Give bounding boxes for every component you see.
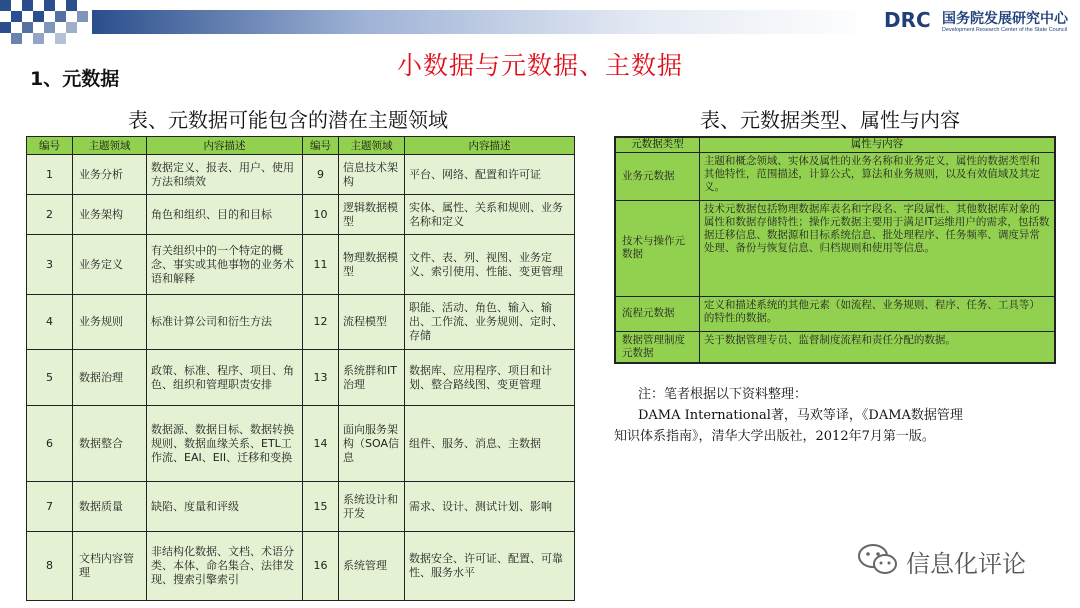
- subject-areas-table: [26, 136, 575, 601]
- cell-desc: 数据安全、许可证、配置、可靠性、服务水平: [405, 532, 575, 601]
- cell-type: 流程元数据: [615, 296, 699, 332]
- cell-desc: 政策、标准、程序、项目、角色、组织和管理职责安排: [147, 350, 303, 406]
- cell-desc: 数据库、应用程序、项目和计划、整合路线图、变更管理: [405, 350, 575, 406]
- drc-logo-mark: DRC: [884, 8, 931, 32]
- col-header: 主题领域: [73, 137, 147, 155]
- table-header-row: [615, 137, 1055, 152]
- col-header: 内容描述: [147, 137, 303, 155]
- cell-number: 2: [27, 195, 73, 235]
- cell-desc: 关于数据管理专员、监督制度流程和责任分配的数据。: [699, 332, 1055, 363]
- cell-desc: 数据源、数据目标、数据转换规则、数据血缘关系、ETL工作流、EAI、EII、迁移和变换: [147, 406, 303, 482]
- table-header-row: [27, 137, 575, 155]
- cell-desc: 主题和概念领域、实体及属性的业务名称和业务定义，属性的数据类型和其他特性，范围描述，计算公式，算法和业务规则，以及有效值域及其定义。: [699, 152, 1055, 200]
- cell-number: 14: [303, 406, 339, 482]
- cell-desc: 角色和组织、目的和目标: [147, 195, 303, 235]
- cell-area: 业务架构: [73, 195, 147, 235]
- table-row: [27, 155, 575, 195]
- cell-desc: 实体、属性、关系和规则、业务名称和定义: [405, 195, 575, 235]
- cell-area: 系统设计和开发: [339, 482, 405, 532]
- cell-desc: 技术元数据包括物理数据库表名和字段名、字段属性、其他数据库对象的属性和数据存储特性；操作元数据主要用于满足IT运维用户的需求，包括数据迁移信息、数据源和目标系统信息、批处理程序、任务频率、调度异常处理、备份与恢复信息、归档规则和使用等信息。: [699, 200, 1055, 296]
- col-header: 主题领域: [339, 137, 405, 155]
- cell-desc: 需求、设计、测试计划、影响: [405, 482, 575, 532]
- table-row: [615, 296, 1055, 332]
- note-line: DAMA International著，马欢等译，《DAMA数据管理: [638, 408, 963, 423]
- cell-number: 13: [303, 350, 339, 406]
- cell-type: 技术与操作元数据: [615, 200, 699, 296]
- left-table-caption: 表、元数据可能包含的潜在主题领域: [128, 108, 448, 132]
- header-gradient-bar: [92, 10, 872, 34]
- table-row: [27, 195, 575, 235]
- col-header: 属性与内容: [699, 137, 1055, 152]
- checker-pattern: [0, 0, 92, 46]
- table-row: [27, 532, 575, 601]
- cell-desc: 有关组织中的一个特定的概念、事实或其他事物的业务术语和解释: [147, 235, 303, 295]
- top-band: [0, 0, 1080, 44]
- cell-desc: 文件、表、列、视图、业务定义、索引使用、性能、变更管理: [405, 235, 575, 295]
- cell-number: 1: [27, 155, 73, 195]
- table-row: [27, 482, 575, 532]
- cell-area: 物理数据模型: [339, 235, 405, 295]
- cell-desc: 缺陷、度量和评级: [147, 482, 303, 532]
- wechat-icon: [856, 542, 900, 576]
- table-row: [615, 152, 1055, 200]
- cell-area: 数据整合: [73, 406, 147, 482]
- cell-number: 7: [27, 482, 73, 532]
- cell-desc: 标准计算公司和衍生方法: [147, 295, 303, 350]
- cell-type: 数据管理制度元数据: [615, 332, 699, 363]
- note-line: 知识体系指南》，清华大学出版社，2012年7月第一版。: [614, 429, 935, 444]
- cell-number: 15: [303, 482, 339, 532]
- cell-area: 数据质量: [73, 482, 147, 532]
- cell-desc: 非结构化数据、文档、术语分类、本体、命名集合、法律发现、搜索引擎索引: [147, 532, 303, 601]
- col-header: 编号: [303, 137, 339, 155]
- drc-logo-cn: 国务院发展研究中心: [942, 11, 1068, 27]
- cell-area: 数据治理: [73, 350, 147, 406]
- table-row: [27, 350, 575, 406]
- table-row: [27, 235, 575, 295]
- cell-number: 4: [27, 295, 73, 350]
- cell-area: 系统群和IT治理: [339, 350, 405, 406]
- watermark-text: 信息化评论: [906, 550, 1026, 578]
- col-header: 内容描述: [405, 137, 575, 155]
- cell-desc: 平台、网络、配置和许可证: [405, 155, 575, 195]
- col-header: 元数据类型: [615, 137, 699, 152]
- cell-desc: 职能、活动、角色、输入、输出、工作流、业务规则、定时、存储: [405, 295, 575, 350]
- table-row: [615, 332, 1055, 363]
- cell-area: 流程模型: [339, 295, 405, 350]
- table-row: [27, 295, 575, 350]
- cell-area: 系统管理: [339, 532, 405, 601]
- watermark: [856, 540, 1056, 580]
- cell-area: 信息技术架构: [339, 155, 405, 195]
- cell-number: 9: [303, 155, 339, 195]
- cell-number: 11: [303, 235, 339, 295]
- cell-number: 10: [303, 195, 339, 235]
- cell-area: 业务规则: [73, 295, 147, 350]
- cell-desc: 定义和描述系统的其他元素（如流程、业务规则、程序、任务、工具等）的特性的数据。: [699, 296, 1055, 332]
- note-line: 注：笔者根据以下资料整理：: [638, 387, 808, 402]
- drc-logo: [884, 8, 1074, 38]
- cell-number: 12: [303, 295, 339, 350]
- cell-number: 3: [27, 235, 73, 295]
- cell-desc: 组件、服务、消息、主数据: [405, 406, 575, 482]
- cell-desc: 数据定义、报表、用户、使用方法和绩效: [147, 155, 303, 195]
- section-heading: 1、元数据: [30, 68, 120, 90]
- col-header: 编号: [27, 137, 73, 155]
- cell-number: 6: [27, 406, 73, 482]
- cell-area: 业务定义: [73, 235, 147, 295]
- metadata-types-table: [614, 136, 1056, 364]
- cell-area: 逻辑数据模型: [339, 195, 405, 235]
- cell-number: 5: [27, 350, 73, 406]
- table-row: [615, 200, 1055, 296]
- drc-logo-en: Development Research Center of the State Council: [942, 27, 1068, 33]
- right-table-caption: 表、元数据类型、属性与内容: [700, 108, 960, 132]
- cell-number: 16: [303, 532, 339, 601]
- source-note: [614, 384, 1054, 447]
- cell-area: 文档内容管理: [73, 532, 147, 601]
- cell-type: 业务元数据: [615, 152, 699, 200]
- slide-title: 小数据与元数据、主数据: [396, 51, 683, 80]
- cell-number: 8: [27, 532, 73, 601]
- cell-area: 面向服务架构（SOA信息: [339, 406, 405, 482]
- cell-area: 业务分析: [73, 155, 147, 195]
- table-row: [27, 406, 575, 482]
